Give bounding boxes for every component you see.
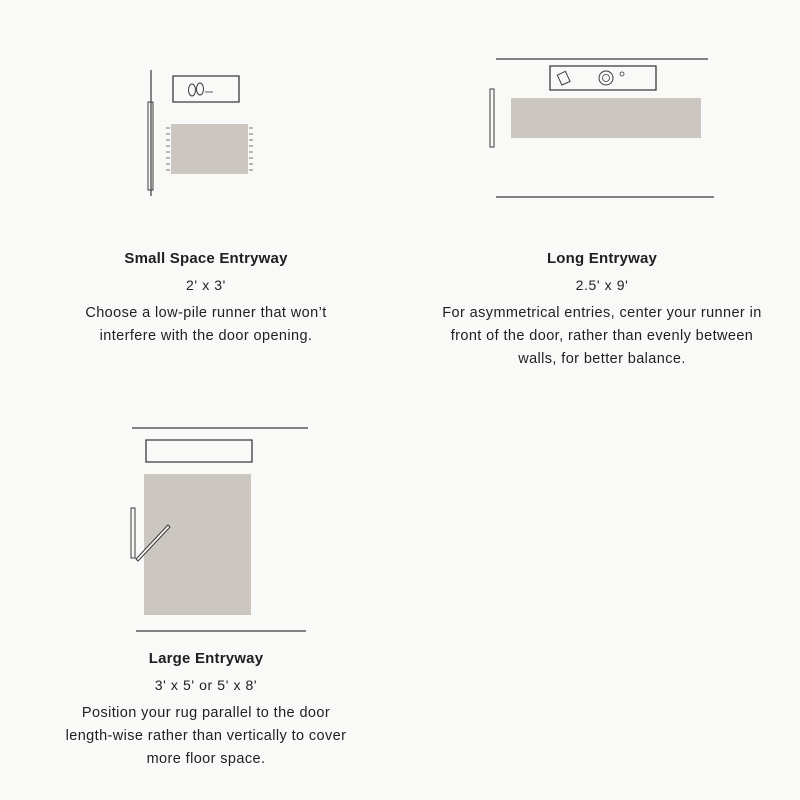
layout-size: 3' x 5' or 5' x 8': [154, 677, 258, 693]
small-entryway-diagram: [136, 68, 276, 198]
layout-card-long: [432, 50, 772, 380]
layout-title: Large Entryway: [148, 650, 264, 667]
layout-card-large: [56, 420, 356, 780]
layout-card-small: [56, 60, 356, 360]
bowl-icon: [599, 71, 613, 85]
rug: [511, 98, 701, 138]
door: [490, 89, 494, 147]
console-table: [550, 66, 656, 90]
layout-title: Long Entryway: [546, 250, 658, 267]
layout-size: 2.5' x 9': [575, 277, 629, 293]
tray-icon: [557, 71, 570, 85]
layout-description: For asymmetrical entries, center your runner in front of the door, rather than evenly between walls, for better balance.: [442, 305, 762, 367]
layout-size: 2' x 3': [186, 277, 226, 293]
shoe-tray: [173, 76, 239, 102]
rug: [171, 124, 248, 174]
rug: [144, 474, 251, 615]
dot-icon: [620, 72, 624, 76]
layout-description: Choose a low-pile runner that won’t interfere with the door opening.: [85, 305, 327, 344]
layout-title: Small Space Entryway: [124, 250, 288, 267]
console-table: [146, 440, 252, 462]
long-entryway-diagram: [482, 50, 722, 210]
large-entryway-diagram: [126, 420, 316, 640]
shoe-icon: [189, 84, 196, 96]
layout-description: Position your rug parallel to the door length-wise rather than vertically to cover more floor space.: [65, 705, 347, 767]
door: [131, 508, 135, 558]
shoe-icon: [197, 83, 204, 95]
